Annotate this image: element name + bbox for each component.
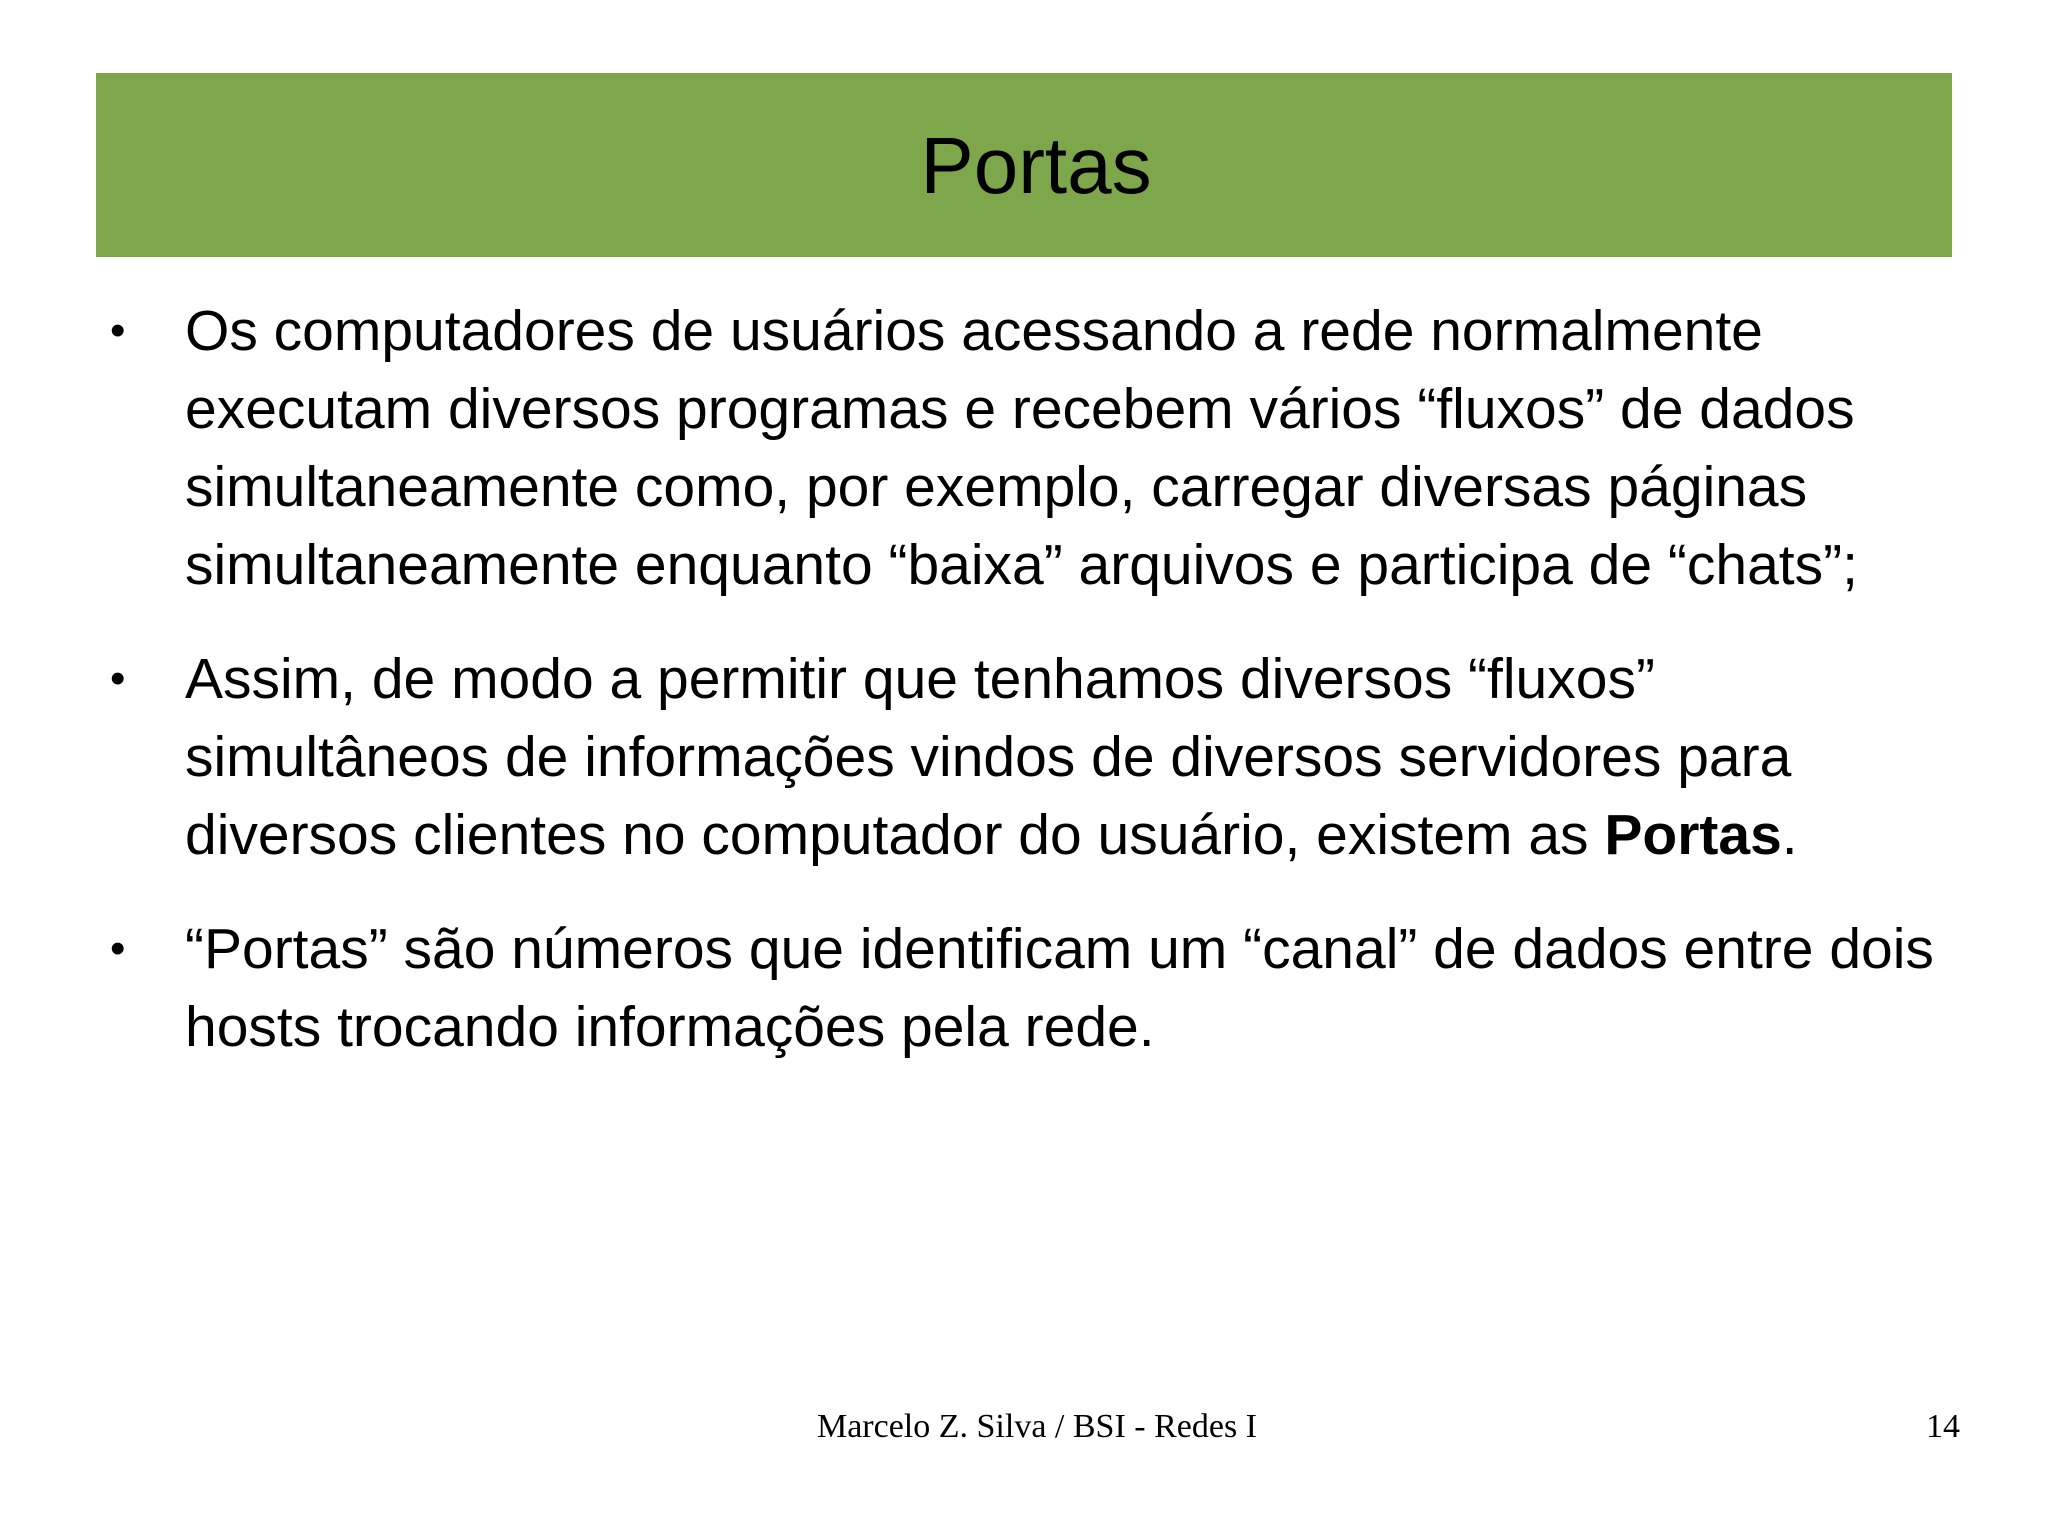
bullet-marker: • (110, 654, 126, 703)
bullet-list (110, 292, 1960, 1102)
bullet-marker: • (110, 306, 126, 355)
page-number: 14 (1926, 1408, 1960, 1445)
bullet-marker: • (110, 924, 126, 973)
bullet-text (185, 647, 1798, 867)
bullet-item (110, 640, 1960, 874)
bullet-item (110, 910, 1960, 1066)
bullet-text-part: Assim, de modo a permitir que tenhamos diversos “fluxos” simultâneos de informações vindos de diversos servidores para diversos clientes no computador do usuário, existem as (185, 647, 1792, 867)
bullet-text-part: . (1781, 803, 1798, 867)
bullet-text-bold: Portas (1604, 803, 1782, 867)
bullet-item (110, 292, 1960, 604)
footer-author: Marcelo Z. Silva / BSI - Redes I (816, 1408, 1258, 1445)
bullet-text: Os computadores de usuários acessando a rede normalmente executam diversos programas e recebem vários “fluxos” de dados simultaneamente como, por exemplo, carregar diversas páginas simultaneamente enquanto “baixa” arquivos e participa de “chats”; (185, 299, 1858, 597)
bullet-text: “Portas” são números que identificam um “canal” de dados entre dois hosts trocando informações pela rede. (185, 917, 1934, 1059)
slide-title: Portas (920, 121, 1152, 210)
title-bar (96, 73, 1952, 257)
